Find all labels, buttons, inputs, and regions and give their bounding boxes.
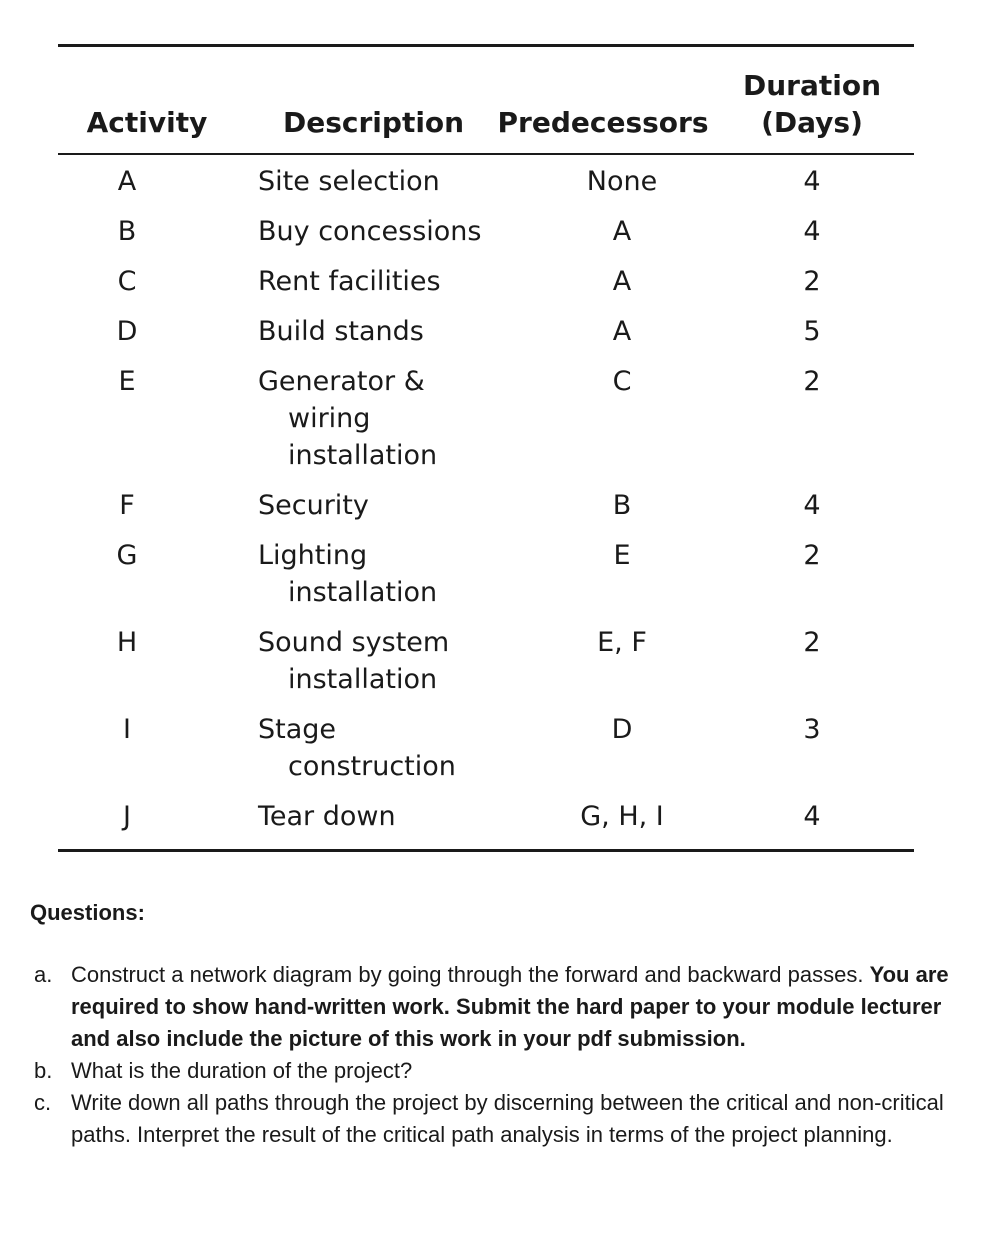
cell-activity: I (123, 714, 131, 745)
description-line: installation (288, 440, 438, 471)
table-row (58, 250, 914, 300)
description-line: construction (288, 751, 456, 782)
table-header-row (58, 47, 914, 153)
description-line: Buy concessions (258, 216, 482, 247)
activity-table (58, 47, 914, 835)
question-text: Write down all paths through the project by discerning between the critical and non-critical paths. Interpret the result of the critical path analysis in terms of the project planning. (71, 1090, 944, 1147)
question-text-block (71, 1055, 950, 1087)
cell-description (236, 350, 496, 474)
question-marker: c. (34, 1090, 52, 1115)
description-line: installation (288, 577, 438, 608)
cell-duration: 4 (803, 801, 821, 832)
table-bottom-rule (58, 849, 914, 852)
cell-duration: 3 (803, 714, 821, 745)
cell-predecessors: G, H, I (580, 801, 664, 832)
cell-predecessors: None (586, 166, 658, 197)
question-text: Construct a network diagram by going through the forward and backward passes. (71, 962, 864, 987)
activity-table-container (58, 44, 914, 852)
description-line: installation (288, 664, 438, 695)
cell-predecessors: D (611, 714, 633, 745)
cell-activity: C (117, 266, 137, 297)
question-instruction-bold: You are required to show hand-written work. Submit the hard paper to your module lecturer and also include the picture of this work in your pdf submission. (71, 962, 949, 1051)
table-row (58, 474, 914, 524)
question-text-block (71, 959, 950, 1055)
cell-predecessors: A (612, 316, 632, 347)
cell-duration: 2 (803, 366, 821, 397)
question-text-block (71, 1087, 950, 1151)
header-duration (710, 47, 914, 153)
header-activity: Activity (86, 106, 208, 139)
cell-activity: G (116, 540, 138, 571)
cell-predecessors: A (612, 216, 632, 247)
description-line: Stage (258, 714, 337, 745)
cell-predecessors: A (612, 266, 632, 297)
cell-duration: 4 (803, 490, 821, 521)
questions-list (30, 959, 950, 1151)
cell-description (236, 698, 496, 785)
header-predecessors: Predecessors (497, 106, 709, 139)
question-marker: a. (34, 962, 53, 987)
description-line: Security (258, 490, 369, 521)
cell-predecessors: C (612, 366, 632, 397)
question-text: What is the duration of the project? (71, 1058, 413, 1083)
question-item (30, 959, 950, 1055)
cell-description (236, 611, 496, 698)
question-item (30, 1087, 950, 1151)
cell-duration: 5 (803, 316, 821, 347)
table-body (58, 155, 914, 835)
header-duration-line1: Duration (742, 69, 882, 102)
cell-description (236, 524, 496, 611)
table-row (58, 300, 914, 350)
description-line: Sound system (258, 627, 450, 658)
table-row (58, 350, 914, 474)
cell-duration: 4 (803, 166, 821, 197)
cell-duration: 2 (803, 540, 821, 571)
cell-activity: B (117, 216, 137, 247)
header-duration-line2: (Days) (761, 106, 863, 139)
cell-description (236, 785, 496, 835)
cell-activity: A (117, 166, 137, 197)
table-row (58, 611, 914, 698)
cell-activity: F (119, 490, 135, 521)
cell-description (236, 250, 496, 300)
cell-duration: 4 (803, 216, 821, 247)
table-row (58, 155, 914, 200)
description-line: Generator & (258, 366, 425, 397)
cell-description (236, 474, 496, 524)
table-row (58, 524, 914, 611)
cell-description (236, 300, 496, 350)
cell-duration: 2 (803, 266, 821, 297)
table-row (58, 698, 914, 785)
cell-predecessors: E, F (597, 627, 647, 658)
table-row (58, 785, 914, 835)
cell-description (236, 155, 496, 200)
cell-activity: E (118, 366, 136, 397)
table-row (58, 200, 914, 250)
cell-activity: D (116, 316, 138, 347)
cell-description (236, 200, 496, 250)
description-line: Site selection (258, 166, 440, 197)
description-line: Tear down (258, 801, 396, 832)
cell-activity: H (116, 627, 138, 658)
description-line: Rent facilities (258, 266, 441, 297)
cell-duration: 2 (803, 627, 821, 658)
question-item (30, 1055, 950, 1087)
description-line: Build stands (258, 316, 424, 347)
cell-activity: J (123, 801, 131, 832)
question-marker: b. (34, 1058, 53, 1083)
cell-predecessors: B (612, 490, 632, 521)
description-line: Lighting (258, 540, 368, 571)
header-description: Description (283, 106, 465, 139)
cell-predecessors: E (613, 540, 631, 571)
questions-section (30, 897, 950, 1151)
description-line: wiring (288, 403, 371, 434)
questions-title: Questions: (30, 900, 145, 925)
